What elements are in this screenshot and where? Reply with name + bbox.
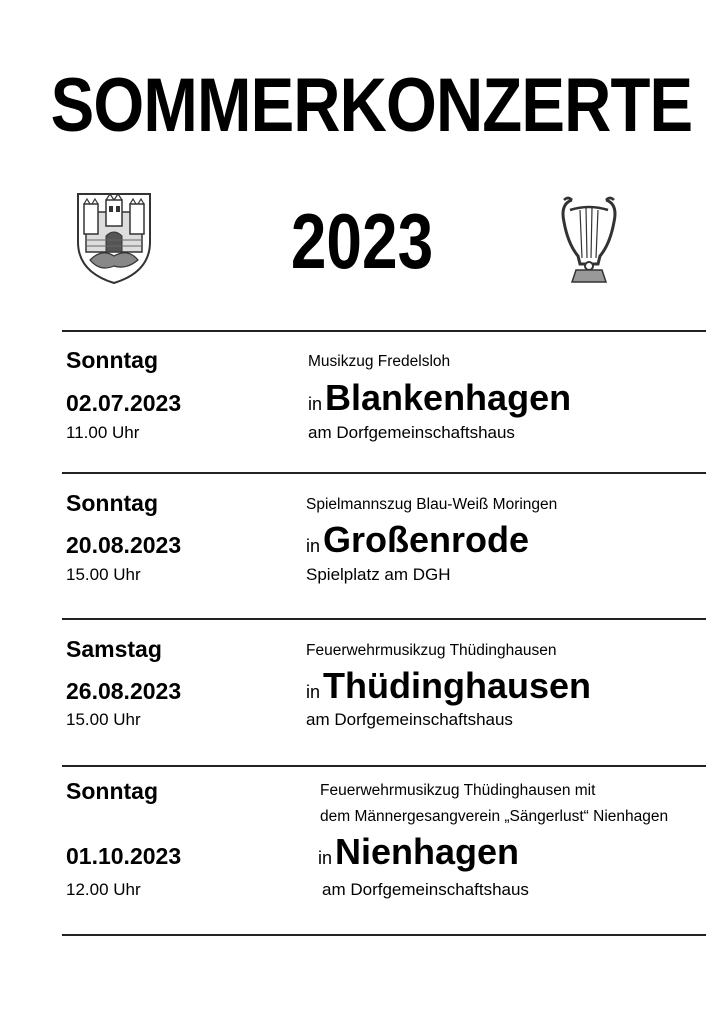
event-day: Samstag [66,636,162,662]
event-date: 26.08.2023 [66,678,182,704]
event-time: 15.00 Uhr [66,710,141,729]
event-band-line-2: dem Männergesangverein „Sängerlust“ Nienhagen [320,808,669,825]
event-place: Blankenhagen [325,377,572,418]
event-preposition: in [308,394,323,414]
event-preposition: in [318,848,333,868]
page-title: SOMMERKONZERTE [50,63,693,148]
lyre-icon [558,192,620,286]
event-venue: am Dorfgemeinschaftshaus [322,880,529,899]
event-place-line [306,520,529,560]
event-time: 15.00 Uhr [66,565,141,584]
event-time: 12.00 Uhr [66,880,141,899]
divider [62,472,706,474]
event-venue: am Dorfgemeinschaftshaus [308,423,515,442]
event-place: Großenrode [323,519,530,560]
event-date: 20.08.2023 [66,532,182,558]
event-preposition: in [306,682,321,702]
divider [62,330,706,332]
event-place: Nienhagen [335,831,520,872]
event-place-line [308,378,571,418]
divider [62,765,706,767]
event-day: Sonntag [66,490,158,516]
event-place-line [306,666,591,706]
event-day: Sonntag [66,347,158,373]
event-place-line [318,832,519,872]
divider [62,618,706,620]
event-date: 01.10.2023 [66,843,182,869]
event-band: Musikzug Fredelsloh [308,353,451,370]
event-place: Thüdinghausen [323,665,591,706]
event-preposition: in [306,536,321,556]
event-venue: am Dorfgemeinschaftshaus [306,710,513,729]
event-band: Feuerwehrmusikzug Thüdinghausen mit [320,782,596,799]
event-venue: Spielplatz am DGH [306,565,451,584]
year-heading: 2023 [290,197,434,285]
event-day: Sonntag [66,778,158,804]
divider [62,934,706,936]
event-date: 02.07.2023 [66,390,182,416]
event-band: Feuerwehrmusikzug Thüdinghausen [306,642,557,659]
event-time: 11.00 Uhr [66,423,140,442]
event-band: Spielmannszug Blau-Weiß Moringen [306,496,558,513]
